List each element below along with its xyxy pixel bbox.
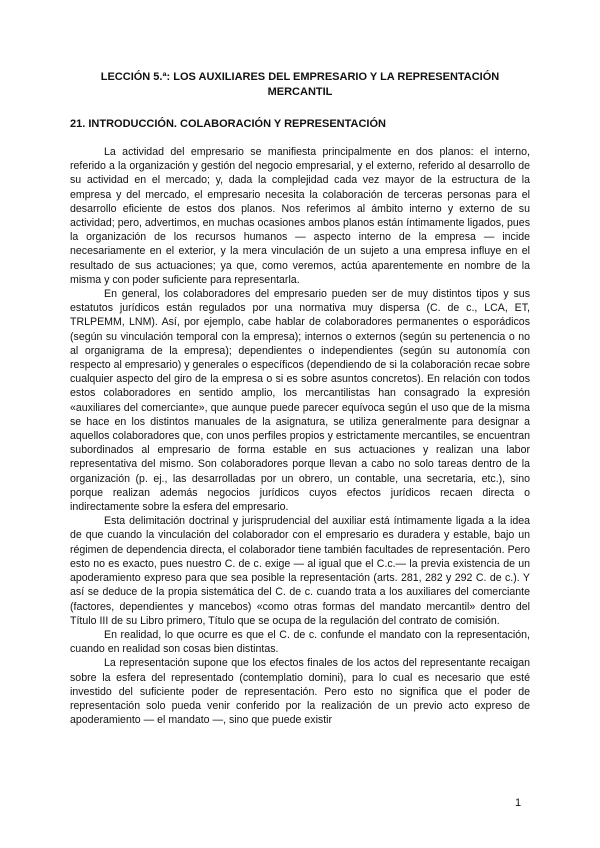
body-text xyxy=(70,145,530,727)
paragraph: La representación supone que los efectos finales de los actos del representante recaigan sobre la esfera del representado (contemplatio domini), para lo cual es necesario que esté investido del suficiente poder de representación. Pero esto no significa que el poder de representación solo pueda venir conferido por la realización de un previo acto expreso de apoderamiento — el mandato —, sino que puede existir xyxy=(70,657,530,727)
paragraph: Esta delimitación doctrinal y jurisprudencial del auxiliar está íntimamente ligada a la idea de que cuando la vinculación del colaborador con el empresario es duradera y estable, bajo un régimen de dependencia directa, el colaborador tiene también facultades de representación. Pero esto no es exacto, pues nuestro C. de c. exige — al igual que el C.c.— la previa existencia de un apoderamiento expreso para que sea posible la representación (arts. 281, 282 y 292 C. de c.). Y así se deduce de la propia sistemática del C. de c. cuando trata a los auxiliares del comerciante (factores, dependientes y mancebos) «como otras formas del mandato mercantil» dentro del Título III de su Libro primero, Título que se ocupa de la regulación del contrato de comisión. xyxy=(70,515,530,627)
paragraph: En realidad, lo que ocurre es que el C. de c. confunde el mandato con la representación, cuando en realidad son cosas bien distintas. xyxy=(70,628,530,656)
page-number: 1 xyxy=(515,797,522,809)
paragraph: La actividad del empresario se manifiesta principalmente en dos planos: el interno, referido a la organización y gestión del negocio empresarial, y el externo, referido al desarrollo de su actividad en el mercado; y, dada la complejidad cada vez mayor de la estructura de la empresa y del mercado, el empresario necesita la colaboración de terceras personas para el desarrollo eficiente de estos dos planos. Nos referimos al ámbito interno y externo de su actividad; pero, advertimos, en muchas ocasiones ambos planos están íntimamente ligados, pues la organización de los recursos humanos — aspecto interno de la empresa — incide necesariamente en el exterior, y la mera vinculación de un sujeto a una empresa influye en el resultado de sus actuaciones; ya que, como veremos, actúa aparentemente en nombre de la misma y con poder suficiente para representarla. xyxy=(70,146,530,286)
section-heading: 21. INTRODUCCIÓN. COLABORACIÓN Y REPRESENTACIÓN xyxy=(70,118,386,130)
paragraph: En general, los colaboradores del empresario pueden ser de muy distintos tipos y sus estatutos jurídicos están regulados por una normativa muy dispersa (C. de c., LCA, ET, TRLPEMM, LNM). Así, por ejemplo, cabe hablar de colaboradores permanentes o esporádicos (según su vinculación temporal con la empresa); internos o externos (según su pertenencia o no al organigrama de la empresa); dependientes o independientes (según su autonomía con respecto al empresario) y generales o específicos (dependiendo de si la colaboración recae sobre cualquier aspecto del giro de la empresa o si es sobre asuntos concretos). En relación con todos estos colaboradores en sentido amplio, los mercantilistas han consagrado la expresión «auxiliares del comerciante», que aunque puede parecer equívoca según el uso que de la misma se hace en los distintos manuales de la asignatura, se utiliza generalmente para designar a aquellos colaboradores que, con unos perfiles propios y estrictamente mercantiles, se encuentran subordinados al empresario de forma estable en sus actuaciones y realizan una labor representativa del mismo. Son colaboradores porque llevan a cabo no solo tareas dentro de la organización (p. ej., las desarrolladas por un obrero, un contable, una secretaria, etc.), sino porque realizan además negocios jurídicos cuyos efectos jurídicos recaen directa o indirectamente sobre la esfera del empresario. xyxy=(70,288,530,514)
lesson-title: LECCIÓN 5.ª: LOS AUXILIARES DEL EMPRESARIO Y LA REPRESENTACIÓN MERCANTIL xyxy=(100,71,500,98)
